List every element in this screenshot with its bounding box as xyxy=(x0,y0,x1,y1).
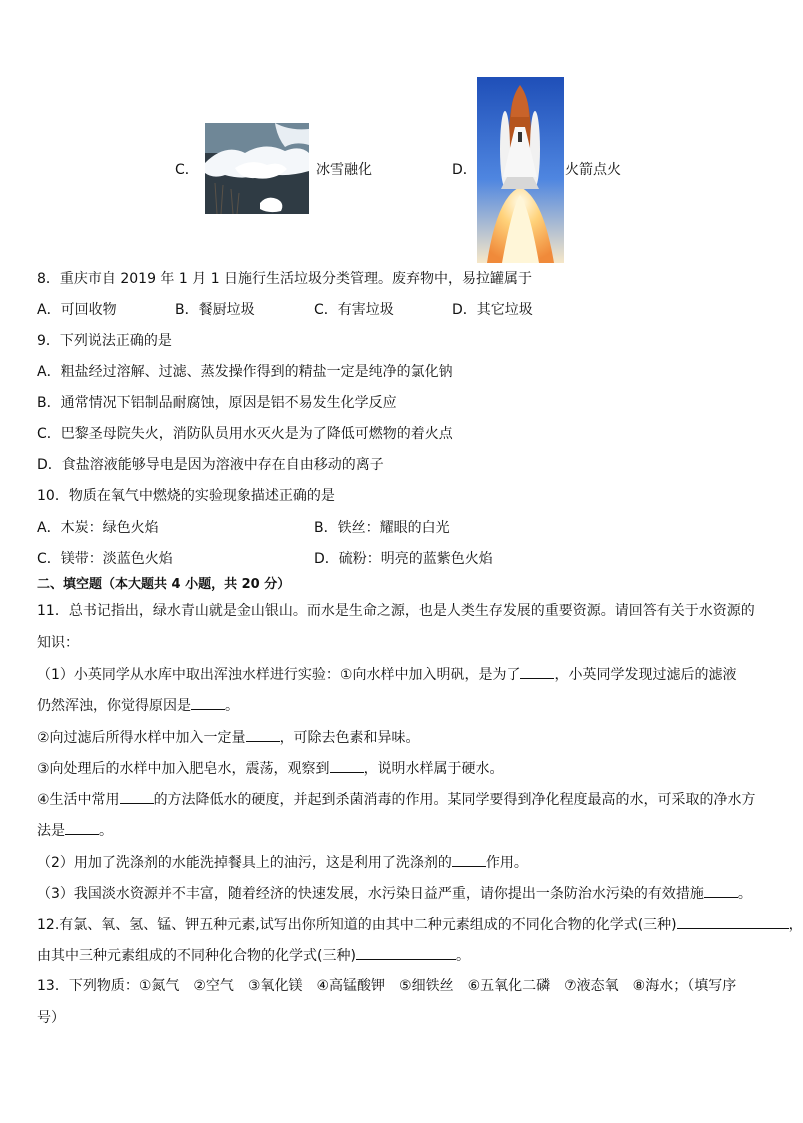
q9-option-c: C．巴黎圣母院失火，消防队员用水灭火是为了降低可燃物的着火点 xyxy=(37,426,453,442)
answer-blank[interactable] xyxy=(330,758,364,773)
q11-p4a-pre: ④生活中常用 xyxy=(37,792,120,808)
answer-blank[interactable] xyxy=(191,695,225,710)
question-11-part-3 xyxy=(37,758,504,779)
answer-blank[interactable] xyxy=(452,852,486,867)
question-9-stem: 9．下列说法正确的是 xyxy=(37,333,172,349)
q11-p3-pre: ③向处理后的水样中加入肥皂水，震荡，观察到 xyxy=(37,761,330,777)
q12-line2-pre: 由其中三种元素组成的不同种化合物的化学式(三种) xyxy=(37,948,356,964)
q12-line1-post: ， xyxy=(788,917,803,933)
q9-option-b: B．通常情况下铝制品耐腐蚀，原因是铝不易发生化学反应 xyxy=(37,395,397,411)
q11-p1b-post: 。 xyxy=(225,698,239,714)
q11-p4b-pre: 法是 xyxy=(37,823,65,839)
q10-option-a: A．木炭：绿色火焰 xyxy=(37,520,159,536)
q11-s2-pre: （2）用加了洗涤剂的水能洗掉餐具上的油污，这是利用了洗涤剂的 xyxy=(37,855,452,871)
rocket-launch-image xyxy=(477,77,564,263)
option-c-caption: 冰雪融化 xyxy=(316,162,372,178)
answer-blank[interactable] xyxy=(520,664,554,679)
q11-p4b-post: 。 xyxy=(99,823,113,839)
answer-blank[interactable] xyxy=(65,820,99,835)
q11-p1b-pre: 仍然浑浊，你觉得原因是 xyxy=(37,698,191,714)
question-10-stem: 10．物质在氧气中燃烧的实验现象描述正确的是 xyxy=(37,488,335,504)
q11-p4a-post: 的方法降低水的硬度，并起到杀菌消毒的作用。某同学要得到净化程度最高的水，可采取的净水方 xyxy=(153,792,756,808)
answer-blank[interactable] xyxy=(120,789,154,804)
question-11-part-1b xyxy=(37,695,239,716)
q11-p3-post: ，说明水样属于硬水。 xyxy=(363,761,504,777)
option-d-label: D． xyxy=(452,162,477,178)
section-2-heading: 二、填空题（本大题共 4 小题，共 20 分） xyxy=(37,577,291,592)
q10-option-d: D．硫粉：明亮的蓝紫色火焰 xyxy=(314,551,493,567)
q10-option-c: C．镁带：淡蓝色火焰 xyxy=(37,551,173,567)
answer-blank[interactable] xyxy=(677,914,789,929)
q12-line1-pre: 12.有氯、氧、氢、锰、钾五种元素,试写出你所知道的由其中二种元素组成的不同化合物的化学式(三种) xyxy=(37,917,677,933)
q11-s3-post: 。 xyxy=(737,886,752,902)
q11-p1a-post: ，小英同学发现过滤后的滤液 xyxy=(554,667,737,683)
q9-option-a: A．粗盐经过溶解、过滤、蒸发操作得到的精盐一定是纯净的氯化钠 xyxy=(37,364,453,380)
question-8-stem: 8．重庆市自 2019 年 1 月 1 日施行生活垃圾分类管理。废弃物中，易拉罐属于 xyxy=(37,271,533,287)
answer-blank[interactable] xyxy=(246,727,280,742)
q11-s2-post: 作用。 xyxy=(485,855,528,871)
question-11-sub-3 xyxy=(37,883,752,904)
question-11-part-4b xyxy=(37,820,113,841)
q11-p2-post: ，可除去色素和异味。 xyxy=(279,730,420,746)
answer-blank[interactable] xyxy=(356,945,456,960)
q8-option-d: D．其它垃圾 xyxy=(452,302,533,318)
question-11-line-2: 知识： xyxy=(37,635,79,651)
question-11-part-2 xyxy=(37,727,420,748)
q8-option-c: C．有害垃圾 xyxy=(314,302,394,318)
question-11-line-1: 11．总书记指出，绿水青山就是金山银山。而水是生命之源，也是人类生存发展的重要资源。请回答有关于水资源的 xyxy=(37,603,755,619)
option-c-label: C． xyxy=(175,162,199,178)
question-11-part-4a xyxy=(37,789,756,810)
q10-option-b: B．铁丝：耀眼的白光 xyxy=(314,520,450,536)
option-d-caption: 火箭点火 xyxy=(565,162,621,178)
q12-line2-post: 。 xyxy=(455,948,470,964)
q11-p2-pre: ②向过滤后所得水样中加入一定量 xyxy=(37,730,246,746)
q9-option-d: D．食盐溶液能够导电是因为溶液中存在自由移动的离子 xyxy=(37,457,384,473)
q8-option-a: A．可回收物 xyxy=(37,302,117,318)
question-11-sub-2 xyxy=(37,852,528,873)
question-12-line-1 xyxy=(37,914,803,935)
q11-p1a-pre: （1）小英同学从水库中取出浑浊水样进行实验：①向水样中加入明矾，是为了 xyxy=(37,667,521,683)
q11-s3-pre: （3）我国淡水资源并不丰富，随着经济的快速发展，水污染日益严重，请你提出一条防治水污染的有效措施 xyxy=(37,886,704,902)
ice-melting-image xyxy=(205,123,309,214)
question-11-part-1a xyxy=(37,664,736,685)
answer-blank[interactable] xyxy=(704,883,738,898)
q8-option-b: B．餐厨垃圾 xyxy=(175,302,255,318)
question-12-line-2 xyxy=(37,945,470,966)
question-13-line-2: 号） xyxy=(37,1010,65,1026)
question-13-line-1: 13．下列物质：①氮气 ②空气 ③氧化镁 ④高锰酸钾 ⑤细铁丝 ⑥五氧化二磷 ⑦液态氧 ⑧海水；（填写序 xyxy=(37,978,737,994)
